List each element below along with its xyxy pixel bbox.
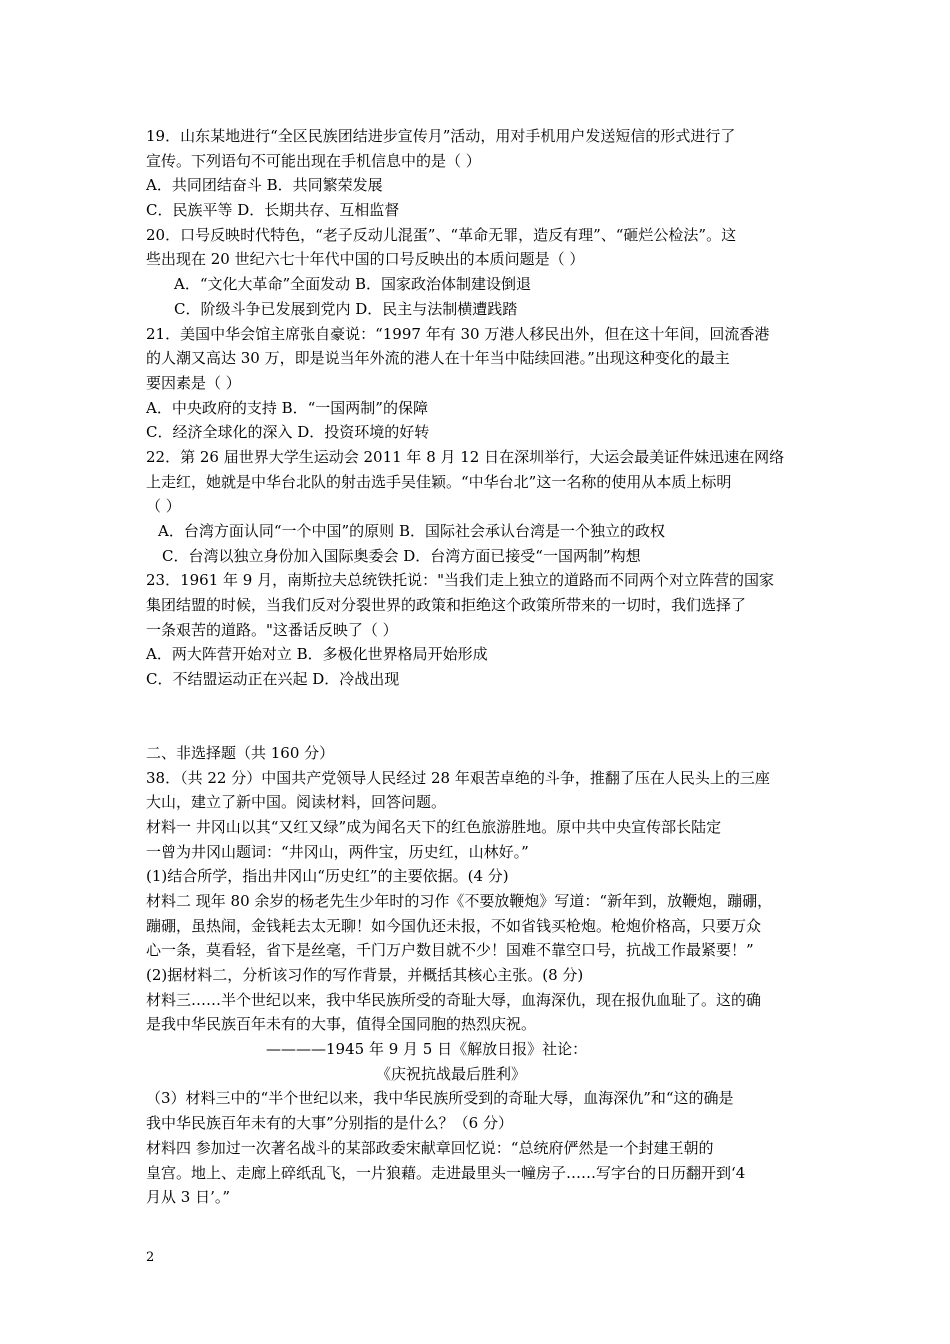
material-4: 月从 3 日’。”: [146, 1188, 231, 1207]
question-stem: 集团结盟的时候，当我们反对分裂世界的政策和拒绝这个政策所带来的一切时，我们选择了: [146, 596, 747, 615]
sub-question-3: （3）材料三中的“半个世纪以来，我中华民族所受到的奇耻大辱，血海深仇”和“这的确是: [146, 1089, 734, 1108]
answer-options: C．台湾以独立身份加入国际奥委会 D．台湾方面已接受“一国两制”构想: [162, 546, 641, 565]
question-23: [146, 568, 816, 691]
material-1: 一曾为井冈山题词：“井冈山，两件宝，历史红，山林好。”: [146, 842, 529, 861]
question-stem: 一条艰苦的道路。"这番话反映了（ ）: [146, 620, 398, 639]
question-stem: 19．山东某地进行“全区民族团结进步宣传月”活动，用对手机用户发送短信的形式进行了: [146, 127, 736, 145]
spacer: [146, 692, 816, 741]
answer-options: C．经济全球化的深入 D．投资环境的好转: [146, 423, 430, 442]
material-1: 材料一 井冈山以其“又红又绿”成为闻名天下的红色旅游胜地。原中共中央宣传部长陆定: [146, 817, 722, 836]
question-stem: 23．1961 年 9 月，南斯拉夫总统铁托说："当我们走上独立的道路而不同两个对立阵营的国家: [146, 571, 775, 590]
question-22: [146, 445, 816, 568]
answer-options: C．不结盟运动正在兴起 D．冷战出现: [146, 670, 400, 689]
answer-options: C．阶级斗争已发展到党内 D．民主与法制横遭践踏: [174, 299, 518, 318]
material-2: 材料二 现年 80 余岁的杨老先生少年时的习作《不要放鞭炮》写道：“新年到，放鞭炮，蹦硼，: [146, 891, 773, 910]
question-19: [146, 124, 816, 223]
material-4: 皇宫。地上、走廊上碎纸乱飞，一片狼藉。走进最里头一幢房子……写字台的日历翻开到‘4: [146, 1163, 746, 1182]
material-3: 材料三……半个世纪以来，我中华民族所受的奇耻大辱，血海深仇，现在报仇血耻了。这的确: [146, 990, 762, 1009]
material-4: 材料四 参加过一次著名战斗的某部政委宋献章回忆说：“总统府俨然是一个封建王朝的: [146, 1138, 714, 1157]
answer-options: A．共同团结奋斗 B．共同繁荣发展: [146, 176, 383, 195]
question-stem: 21．美国中华会馆主席张自豪说：“1997 年有 30 万港人移民出外，但在这十年间，回流香港: [146, 324, 770, 343]
question-stem: 宣传。下列语句不可能出现在手机信息中的是（ ）: [146, 151, 481, 170]
sub-question-3: 我中华民族百年未有的大事”分别指的是什么？（6 分）: [146, 1114, 513, 1133]
page-content: [146, 124, 816, 1210]
answer-options: C．民族平等 D．长期共存、互相监督: [146, 201, 400, 220]
question-38: [146, 766, 816, 1210]
question-stem: 大山，建立了新中国。阅读材料，回答问题。: [146, 793, 447, 812]
question-stem: 些出现在 20 世纪六七十年代中国的口号反映出的本质问题是（ ）: [146, 250, 585, 269]
material-3: 是我中华民族百年未有的大事，值得全国同胞的热烈庆祝。: [146, 1015, 537, 1034]
answer-options: A．“文化大革命”全面发动 B．国家政治体制建设倒退: [174, 275, 531, 294]
answer-options: A．中央政府的支持 B．“一国两制”的保障: [146, 398, 428, 417]
sub-question-2: (2)据材料二，分析该习作的写作背景，并概括其核心主张。(8 分): [146, 966, 584, 984]
material-2: 心一条，莫看轻，省下是丝毫，千门万户数目就不少！国难不靠空口号，抗战工作最紧要！”: [146, 941, 754, 960]
sub-question-1: (1)结合所学，指出井冈山“历史红”的主要依据。(4 分): [146, 867, 509, 886]
question-stem: 38．（共 22 分）中国共产党领导人民经过 28 年艰苦卓绝的斗争，推翻了压在人民头上的三座: [146, 768, 770, 787]
question-stem: 20．口号反映时代特色，“老子反动儿混蛋”、“革命无罪，造反有理”、“砸烂公检法”。这: [146, 225, 737, 244]
question-stem: 要因素是（ ）: [146, 373, 241, 392]
material-3-source: 《庆祝抗战最后胜利》: [376, 1064, 527, 1083]
question-stem: 的人潮又高达 30 万，即是说当年外流的港人在十年当中陆续回港。”出现这种变化的最主: [146, 349, 730, 368]
question-21: [146, 322, 816, 445]
question-20: [146, 223, 816, 322]
material-2: 蹦硼，虽热闹，金钱耗去太无聊！如今国仇还未报，不如省钱买枪炮。枪炮价格高，只要万众: [146, 916, 762, 935]
section-heading: 二、非选择题（共 160 分）: [146, 743, 335, 762]
answer-options: A．两大阵营开始对立 B．多极化世界格局开始形成: [146, 645, 488, 664]
answer-options: A．台湾方面认同“一个中国”的原则 B．国际社会承认台湾是一个独立的政权: [158, 522, 665, 540]
question-stem: （ ）: [146, 497, 181, 516]
material-3-source: ————1945 年 9 月 5 日《解放日报》社论：: [266, 1040, 588, 1059]
question-stem: 上走红，她就是中华台北队的射击选手吴佳颖。“中华台北”这一名称的使用从本质上标明: [146, 472, 732, 491]
question-stem: 22．第 26 届世界大学生运动会 2011 年 8 月 12 日在深圳举行，大运会最美证件妹迅速在网络: [146, 447, 785, 466]
page-number: 2: [146, 1250, 155, 1265]
